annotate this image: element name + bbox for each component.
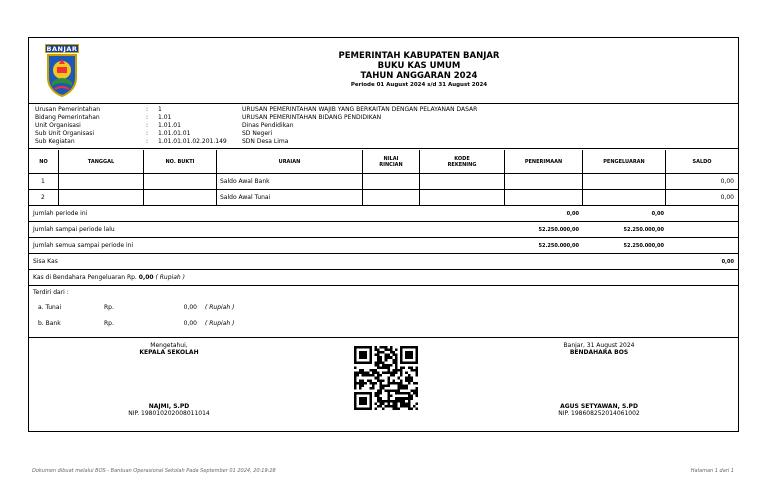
info-colon: :	[146, 138, 149, 145]
info-code: 1.01	[158, 114, 172, 121]
summary-label: Jumlah periode ini	[33, 210, 88, 217]
sign-left-role: KEPALA SEKOLAH	[139, 349, 199, 356]
info-key: Bidang Pemerintahan	[35, 114, 100, 121]
bendahara-amount: 0,00	[138, 274, 154, 281]
col-header-bukti: NO. BUKTI	[144, 150, 217, 173]
info-row	[29, 130, 738, 138]
summary-kas-bendahara	[29, 270, 738, 286]
logo-text: BANJAR	[46, 45, 78, 53]
terdiri-rp: Rp.	[104, 304, 114, 311]
terdiri-label: b. Bank	[38, 320, 61, 327]
col-header-uraian: URAIAN	[217, 150, 363, 173]
sign-right-name: AGUS SETYAWAN, S.PD	[560, 403, 638, 410]
col-header-penerimaan: PENERIMAAN	[505, 150, 583, 173]
sign-left-nip: NIP. 198010202008011014	[128, 410, 210, 417]
info-colon: :	[146, 114, 149, 121]
header-title-block	[279, 51, 559, 90]
cell-nilai	[363, 174, 420, 189]
terdiri-amount: 0,00	[183, 304, 197, 311]
info-key: Unit Organisasi	[35, 122, 81, 129]
info-colon: :	[146, 106, 149, 113]
document-header	[29, 38, 738, 104]
table-row	[29, 190, 738, 206]
info-colon: :	[146, 130, 149, 137]
info-row	[29, 122, 738, 130]
cell-penerimaan	[505, 190, 583, 205]
cell-no: 2	[29, 190, 59, 205]
info-desc: SDN Desa Lima	[242, 138, 289, 145]
terdiri-title: Terdiri dari :	[33, 289, 69, 296]
info-key: Sub Unit Organisasi	[35, 130, 95, 137]
info-desc: Dinas Pendidikan	[242, 122, 294, 129]
terdiri-unit: ( Rupiah )	[205, 320, 235, 327]
info-code: 1.01.01.01	[158, 130, 191, 137]
info-colon: :	[146, 122, 149, 129]
summary-saldo: 0,00	[721, 259, 734, 265]
col-header-kode: KODE REKENING	[420, 150, 505, 173]
info-row	[29, 106, 738, 114]
shield-emblem-icon	[46, 54, 78, 97]
col-header-saldo: SALDO	[692, 158, 712, 165]
cell-saldo: 0,00	[720, 194, 734, 201]
header-line-3: TAHUN ANGGARAN 2024	[360, 71, 478, 81]
table-row	[29, 174, 738, 190]
cell-kode	[420, 174, 505, 189]
summary-sampai-lalu	[29, 222, 738, 238]
col-header-nilai: NILAI RINCIAN	[363, 150, 420, 173]
summary-pengeluaran: 0,00	[651, 211, 664, 217]
info-row	[29, 138, 738, 146]
cell-pengeluaran	[583, 190, 666, 205]
info-code: 1.01.01	[158, 122, 181, 129]
terdiri-block	[29, 286, 738, 338]
sign-right-line1: Banjar, 31 August 2024	[563, 342, 635, 349]
summary-penerimaan: 52.250.000,00	[538, 227, 579, 233]
cell-tanggal	[59, 190, 144, 205]
info-row	[29, 114, 738, 122]
cell-uraian: Saldo Awal Tunai	[217, 190, 363, 205]
cell-saldo: 0,00	[720, 178, 734, 185]
info-desc: URUSAN PEMERINTAHAN BIDANG PENDIDIKAN	[242, 114, 382, 121]
cell-bukti	[144, 190, 217, 205]
info-key: Sub Kegiatan	[35, 138, 75, 145]
cell-nilai	[363, 190, 420, 205]
signature-left	[89, 342, 249, 356]
cell-uraian: Saldo Awal Bank	[217, 174, 363, 189]
document	[28, 37, 739, 432]
cash-book-table	[29, 150, 738, 425]
bendahara-unit: ( Rupiah )	[155, 274, 185, 281]
info-block	[29, 105, 738, 149]
cell-no: 1	[29, 174, 59, 189]
summary-periode-ini	[29, 206, 738, 222]
header-period: Periode 01 August 2024 s/d 31 August 2024	[350, 82, 488, 88]
terdiri-unit: ( Rupiah )	[205, 304, 235, 311]
sign-left-name: NAJMI, S.PD	[148, 403, 190, 410]
info-code: 1.01.01.01.02.201.149	[158, 138, 227, 145]
col-header-tanggal: TANGGAL	[59, 150, 144, 173]
cell-pengeluaran	[583, 174, 666, 189]
sign-right-nip: NIP. 198608252014061002	[558, 410, 640, 417]
signature-right-name-block	[519, 403, 679, 417]
terdiri-rp: Rp.	[104, 320, 114, 327]
bendahara-label: Kas di Bendahara Pengeluaran Rp.	[33, 274, 137, 281]
qr-code-icon	[354, 346, 418, 410]
footer-generated-note: Dokumen dibuat melalui BOS - Bantuan Operasional Sekolah Pada September 01 2024, 20:19:28	[32, 468, 276, 474]
header-line-2: BUKU KAS UMUM	[377, 61, 461, 71]
header-line-1: PEMERINTAH KABUPATEN BANJAR	[338, 51, 500, 61]
summary-pengeluaran: 52.250.000,00	[623, 227, 664, 233]
sign-right-role: BENDAHARA BOS	[569, 349, 629, 356]
info-desc: URUSAN PEMERINTAHAN WAJIB YANG BERKAITAN DENGAN PELAYANAN DASAR	[242, 106, 478, 113]
sign-left-line1: Mengetahui,	[150, 342, 188, 349]
summary-semua	[29, 238, 738, 254]
summary-label	[33, 270, 185, 286]
cell-penerimaan	[505, 174, 583, 189]
signature-block	[29, 338, 738, 425]
summary-pengeluaran: 52.250.000,00	[623, 243, 664, 249]
table-header-row	[29, 150, 738, 174]
col-header-no: NO	[29, 150, 59, 173]
terdiri-label: a. Tunai	[38, 304, 62, 311]
cell-bukti	[144, 174, 217, 189]
summary-sisa-kas	[29, 254, 738, 270]
summary-label: Sisa Kas	[33, 258, 58, 265]
banjar-logo	[44, 44, 80, 98]
terdiri-amount: 0,00	[183, 320, 197, 327]
info-key: Urusan Pemerintahan	[35, 106, 101, 113]
info-code: 1	[158, 106, 162, 113]
cell-tanggal	[59, 174, 144, 189]
summary-penerimaan: 0,00	[566, 211, 579, 217]
summary-label: Jumlah sampai periode lalu	[33, 226, 115, 233]
summary-label: Jumlah semua sampai periode ini	[33, 242, 134, 249]
info-desc: SD Negeri	[242, 130, 273, 137]
col-header-pengeluaran: PENGELUARAN	[583, 150, 666, 173]
signature-right	[519, 342, 679, 356]
signature-left-name-block	[89, 403, 249, 417]
footer-page-number: Halaman 1 dari 1	[690, 468, 734, 474]
summary-penerimaan: 52.250.000,00	[538, 243, 579, 249]
cell-kode	[420, 190, 505, 205]
